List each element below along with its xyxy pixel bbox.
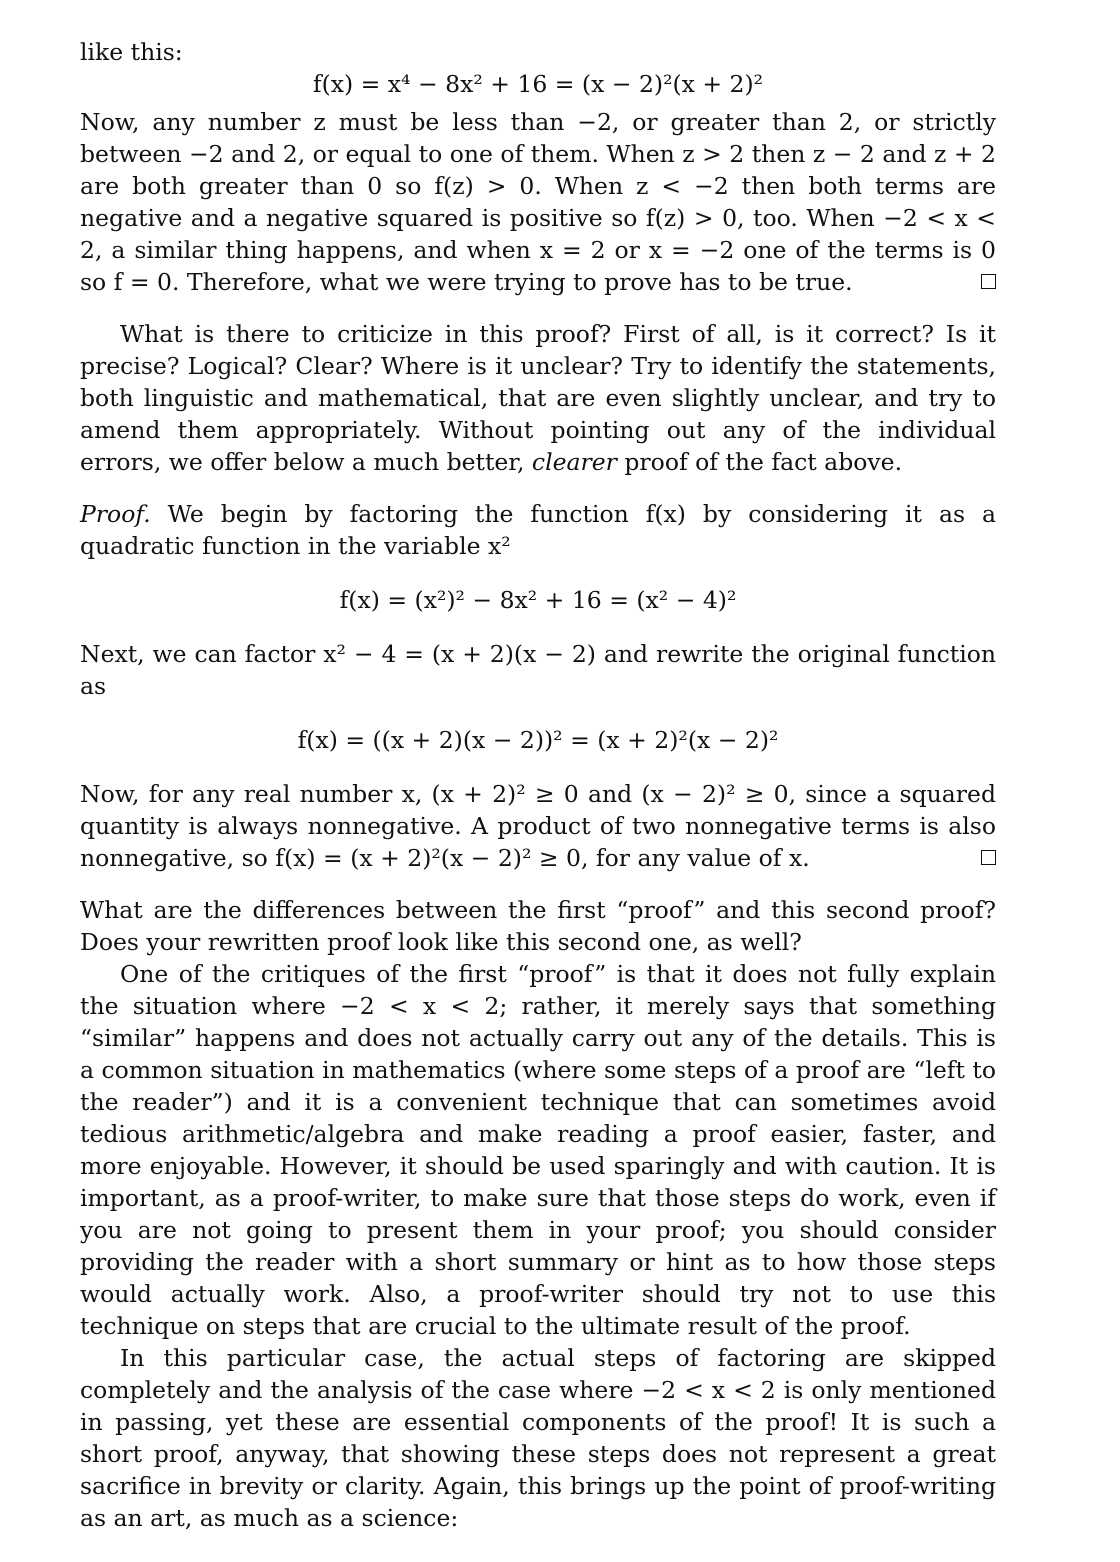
equation-1: f(x) = x⁴ − 8x² + 16 = (x − 2)²(x + 2)² — [312, 70, 764, 98]
paragraph-proof-start: Proof. We begin by factoring the function f(x) by considering it as a quadratic function in the variable x² — [80, 500, 996, 560]
proof-label: Proof. — [80, 500, 151, 528]
paragraph-particular-case: In this particular case, the actual steps of factoring are skipped completely and the analysis of the case where −2 < x < 2 is only mentioned in passing, yet these are essential components of the proof! It is such a short proof, anyway, that showing these steps does not represent a great sacrifice in brevity or clarity. Again, this brings up the point of proof-writing as an art, as much as a science: — [80, 1344, 996, 1532]
qed-box-icon — [981, 850, 996, 865]
paragraph-conclusion: Now, for any real number x, (x + 2)² ≥ 0 and (x − 2)² ≥ 0, since a squared quantity is always nonnegative. A product of two nonnegative terms is also nonnegative, so f(x) = (x + 2)²(x − 2)² ≥ 0, for any value of x. — [80, 780, 996, 872]
paragraph-differences: What are the differences between the first “proof” and this second proof? Does your rewritten proof look like this second one, as well? — [80, 896, 996, 956]
paragraph-factor: Next, we can factor x² − 4 = (x + 2)(x − 2) and rewrite the original function as — [80, 640, 996, 700]
equation-2: f(x) = (x²)² − 8x² + 16 = (x² − 4)² — [339, 586, 737, 614]
equation-3: f(x) = ((x + 2)(x − 2))² = (x + 2)²(x − 2)² — [297, 726, 779, 754]
emphasis-clearer: clearer — [531, 448, 617, 476]
paragraph-critique: What is there to criticize in this proof? First of all, is it correct? Is it precise? Logical? Clear? Where is it unclear? Try to identify the statements, both linguistic and mathematical, that are even slightly unclear, and try to amend them appropriately. Without pointing out any of the individual errors, we offer below a much better, clearer proof of the fact above. — [80, 320, 996, 476]
paragraph-first-proof: Now, any number z must be less than −2, or greater than 2, or strictly between −2 and 2, or equal to one of them. When z > 2 then z − 2 and z + 2 are both greater than 0 so f(z) > 0. When z < −2 then both terms are negative and a negative squared is positive so f(z) > 0, too. When −2 < x < 2, a similar thing happens, and when x = 2 or x = −2 one of the terms is 0 so f = 0. Therefore, what we were trying to prove has to be true. — [80, 108, 996, 296]
qed-box-icon — [981, 274, 996, 289]
paragraph-critiques: One of the critiques of the first “proof” is that it does not fully explain the situation where −2 < x < 2; rather, it merely says that something “similar” happens and does not actually carry out any of the details. This is a common situation in mathematics (where some steps of a proof are “left to the reader”) and it is a convenient technique that can sometimes avoid tedious arithmetic/algebra and make reading a proof easier, faster, and more enjoyable. However, it should be used sparingly and with caution. It is important, as a proof-writer, to make sure that those steps do work, even if you are not going to present them in your proof; you should consider providing the reader with a short summary or hint as to how those steps would actually work. Also, a proof-writer should try not to use this technique on steps that are crucial to the ultimate result of the proof. — [80, 960, 996, 1340]
document-page — [80, 36, 996, 1534]
intro-line: like this: — [80, 38, 183, 66]
